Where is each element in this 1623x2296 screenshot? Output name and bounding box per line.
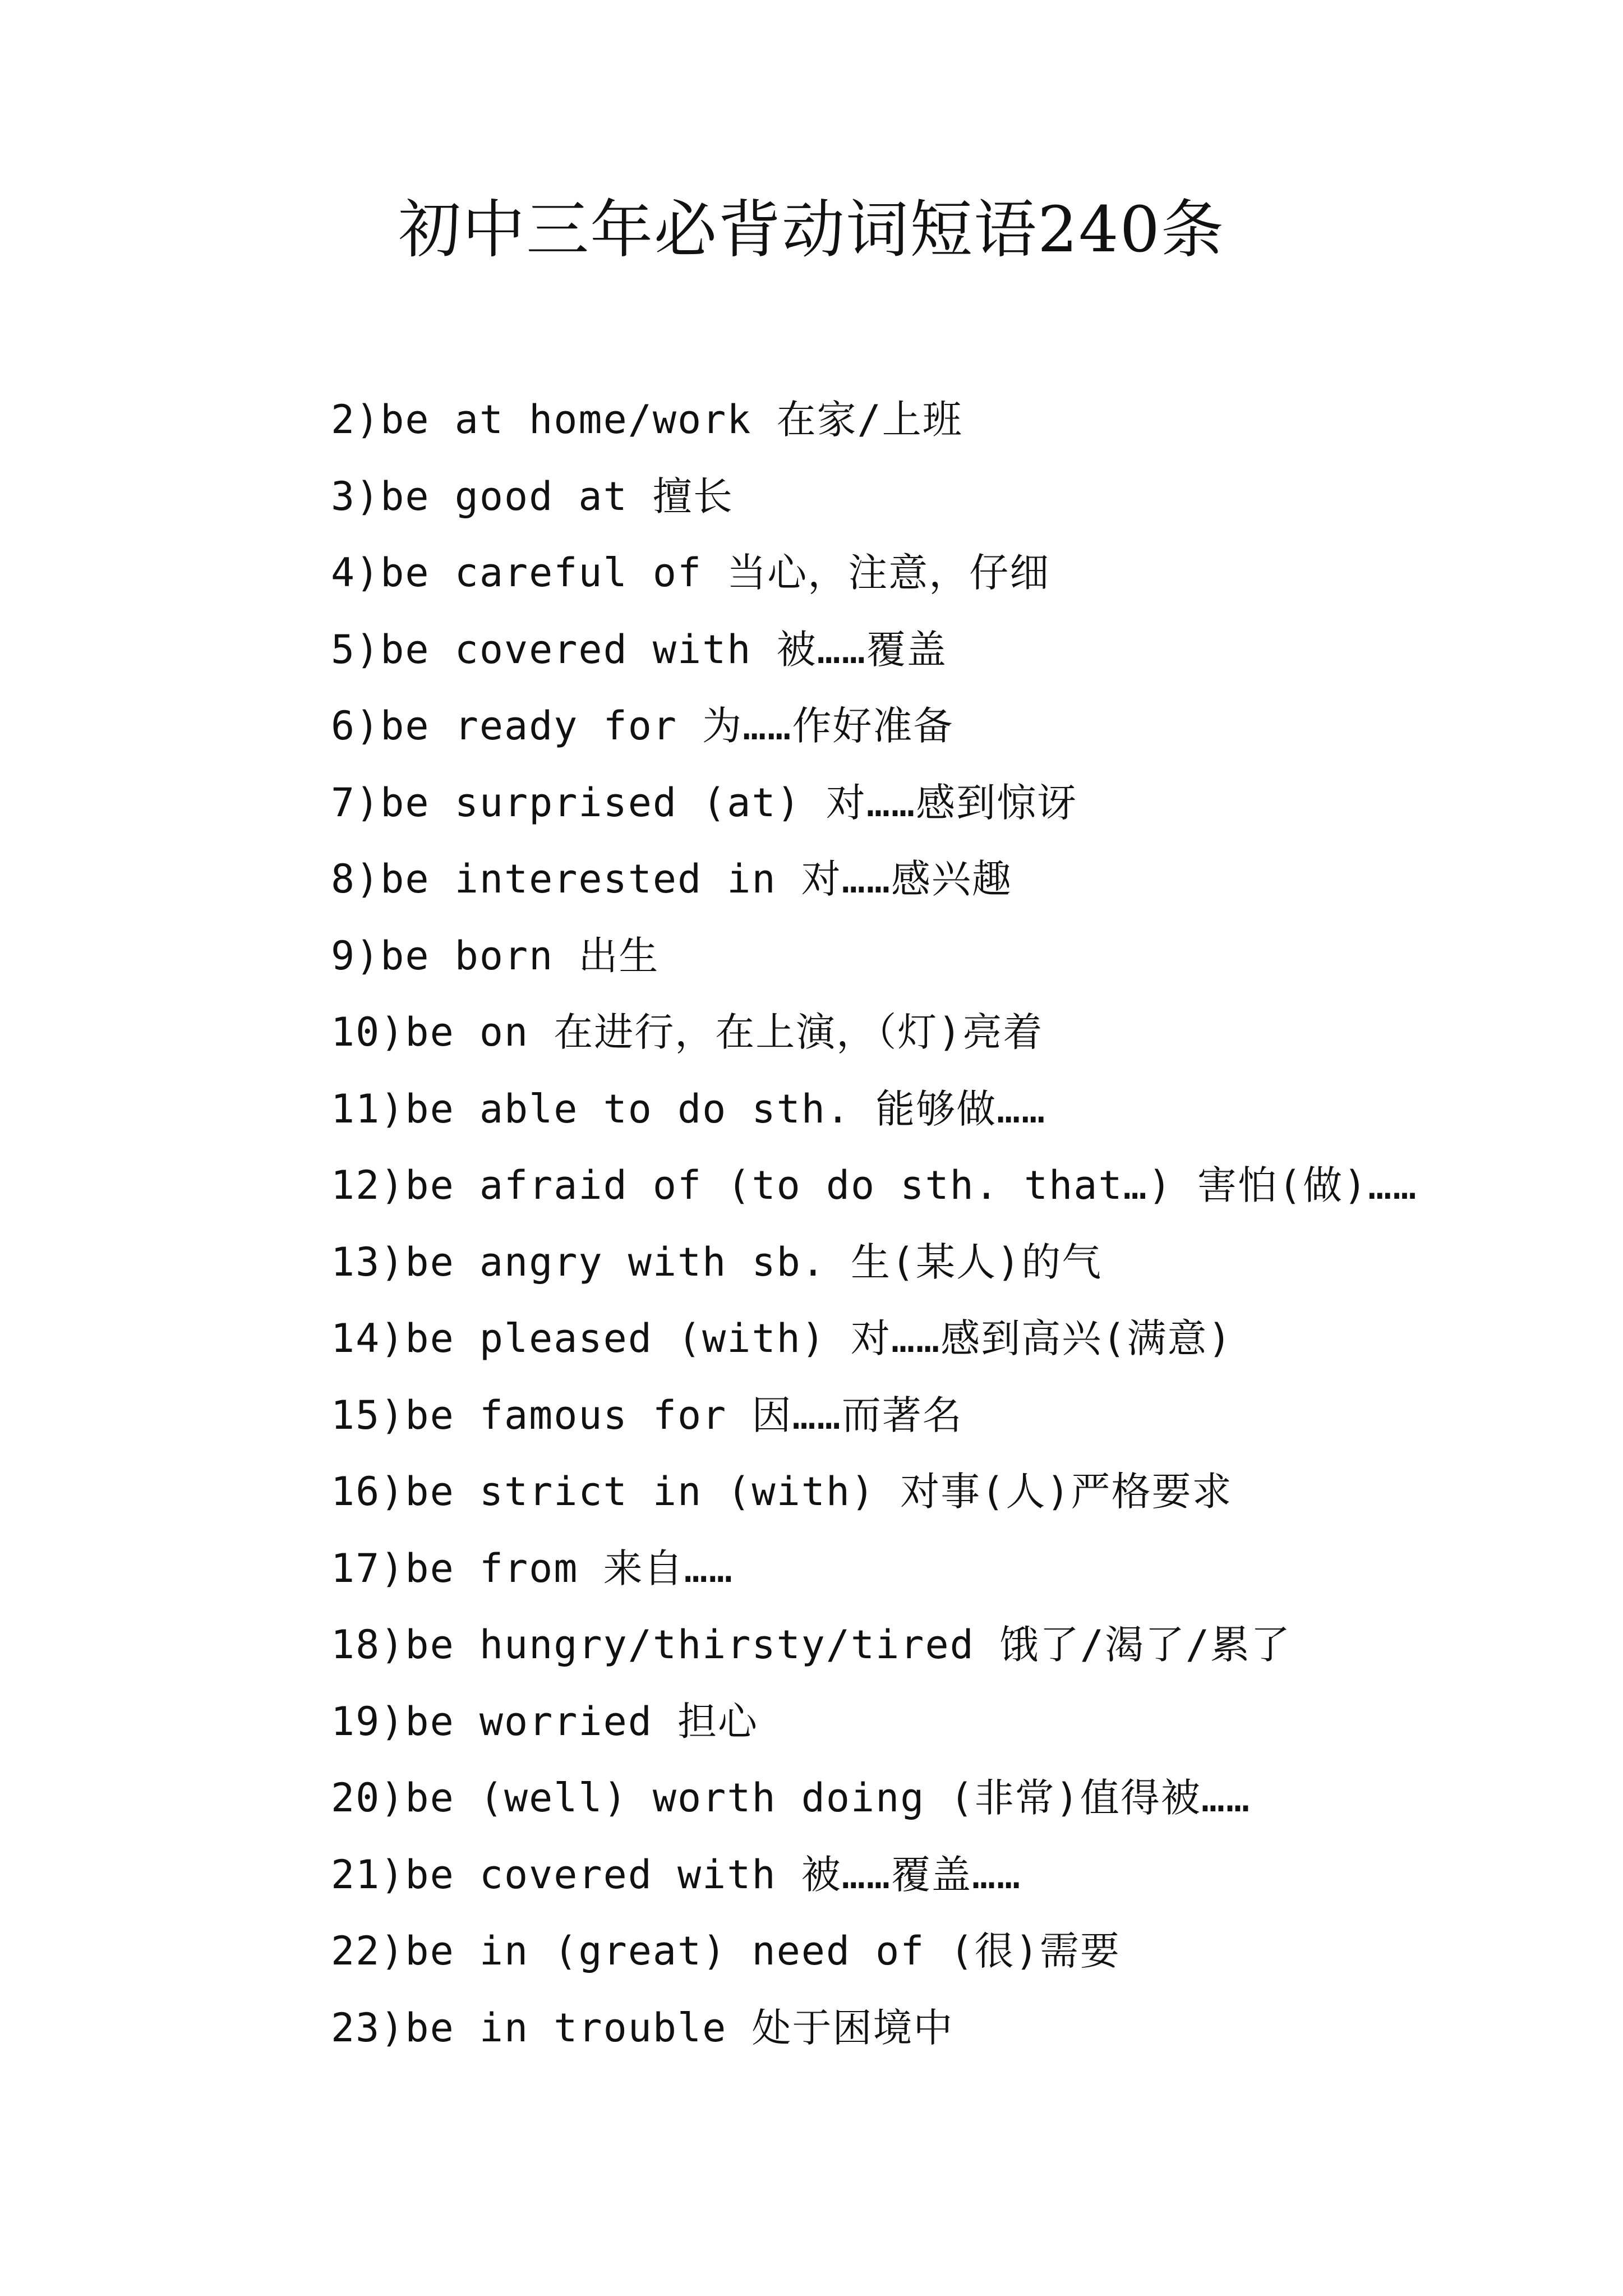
list-item: 17)be from 来自…… (331, 1545, 734, 1591)
list-item: 20)be (well) worth doing (非常)值得被…… (331, 1775, 1251, 1821)
page-title: 初中三年必背动词短语240条 (398, 194, 1225, 266)
list-item: 10)be on 在进行，在上演，（灯)亮着 (331, 1009, 1044, 1055)
list-item: 3)be good at 擅长 (331, 473, 734, 519)
list-item: 12)be afraid of (to do sth. that…) 害怕(做)…… (331, 1162, 1418, 1208)
list-item: 8)be interested in 对……感兴趣 (331, 856, 1013, 902)
list-item: 5)be covered with 被……覆盖 (331, 626, 947, 673)
list-item: 15)be famous for 因……而著名 (331, 1392, 963, 1438)
list-item: 21)be covered with 被……覆盖…… (331, 1851, 1022, 1898)
list-item: 22)be in (great) need of (很)需要 (331, 1928, 1121, 1974)
list-item: 6)be ready for 为……作好准备 (331, 703, 954, 749)
list-item: 11)be able to do sth. 能够做…… (331, 1085, 1046, 1132)
list-item: 18)be hungry/thirsty/tired 饿了/渴了/累了 (331, 1622, 1292, 1668)
list-item: 19)be worried 担心 (331, 1698, 759, 1745)
list-item: 16)be strict in (with) 对事(人)严格要求 (331, 1469, 1233, 1515)
list-item: 23)be in trouble 处于困境中 (331, 2004, 954, 2051)
list-item: 9)be born 出生 (331, 932, 660, 979)
list-item: 14)be pleased (with) 对……感到高兴(满意) (331, 1315, 1233, 1361)
phrase-list (331, 381, 1565, 2066)
list-item: 7)be surprised (at) 对……感到惊讶 (331, 779, 1078, 826)
list-item: 2)be at home/work 在家/上班 (331, 397, 963, 443)
list-item: 13)be angry with sb. 生(某人)的气 (331, 1239, 1103, 1285)
list-item: 4)be careful of 当心，注意，仔细 (331, 550, 1050, 596)
